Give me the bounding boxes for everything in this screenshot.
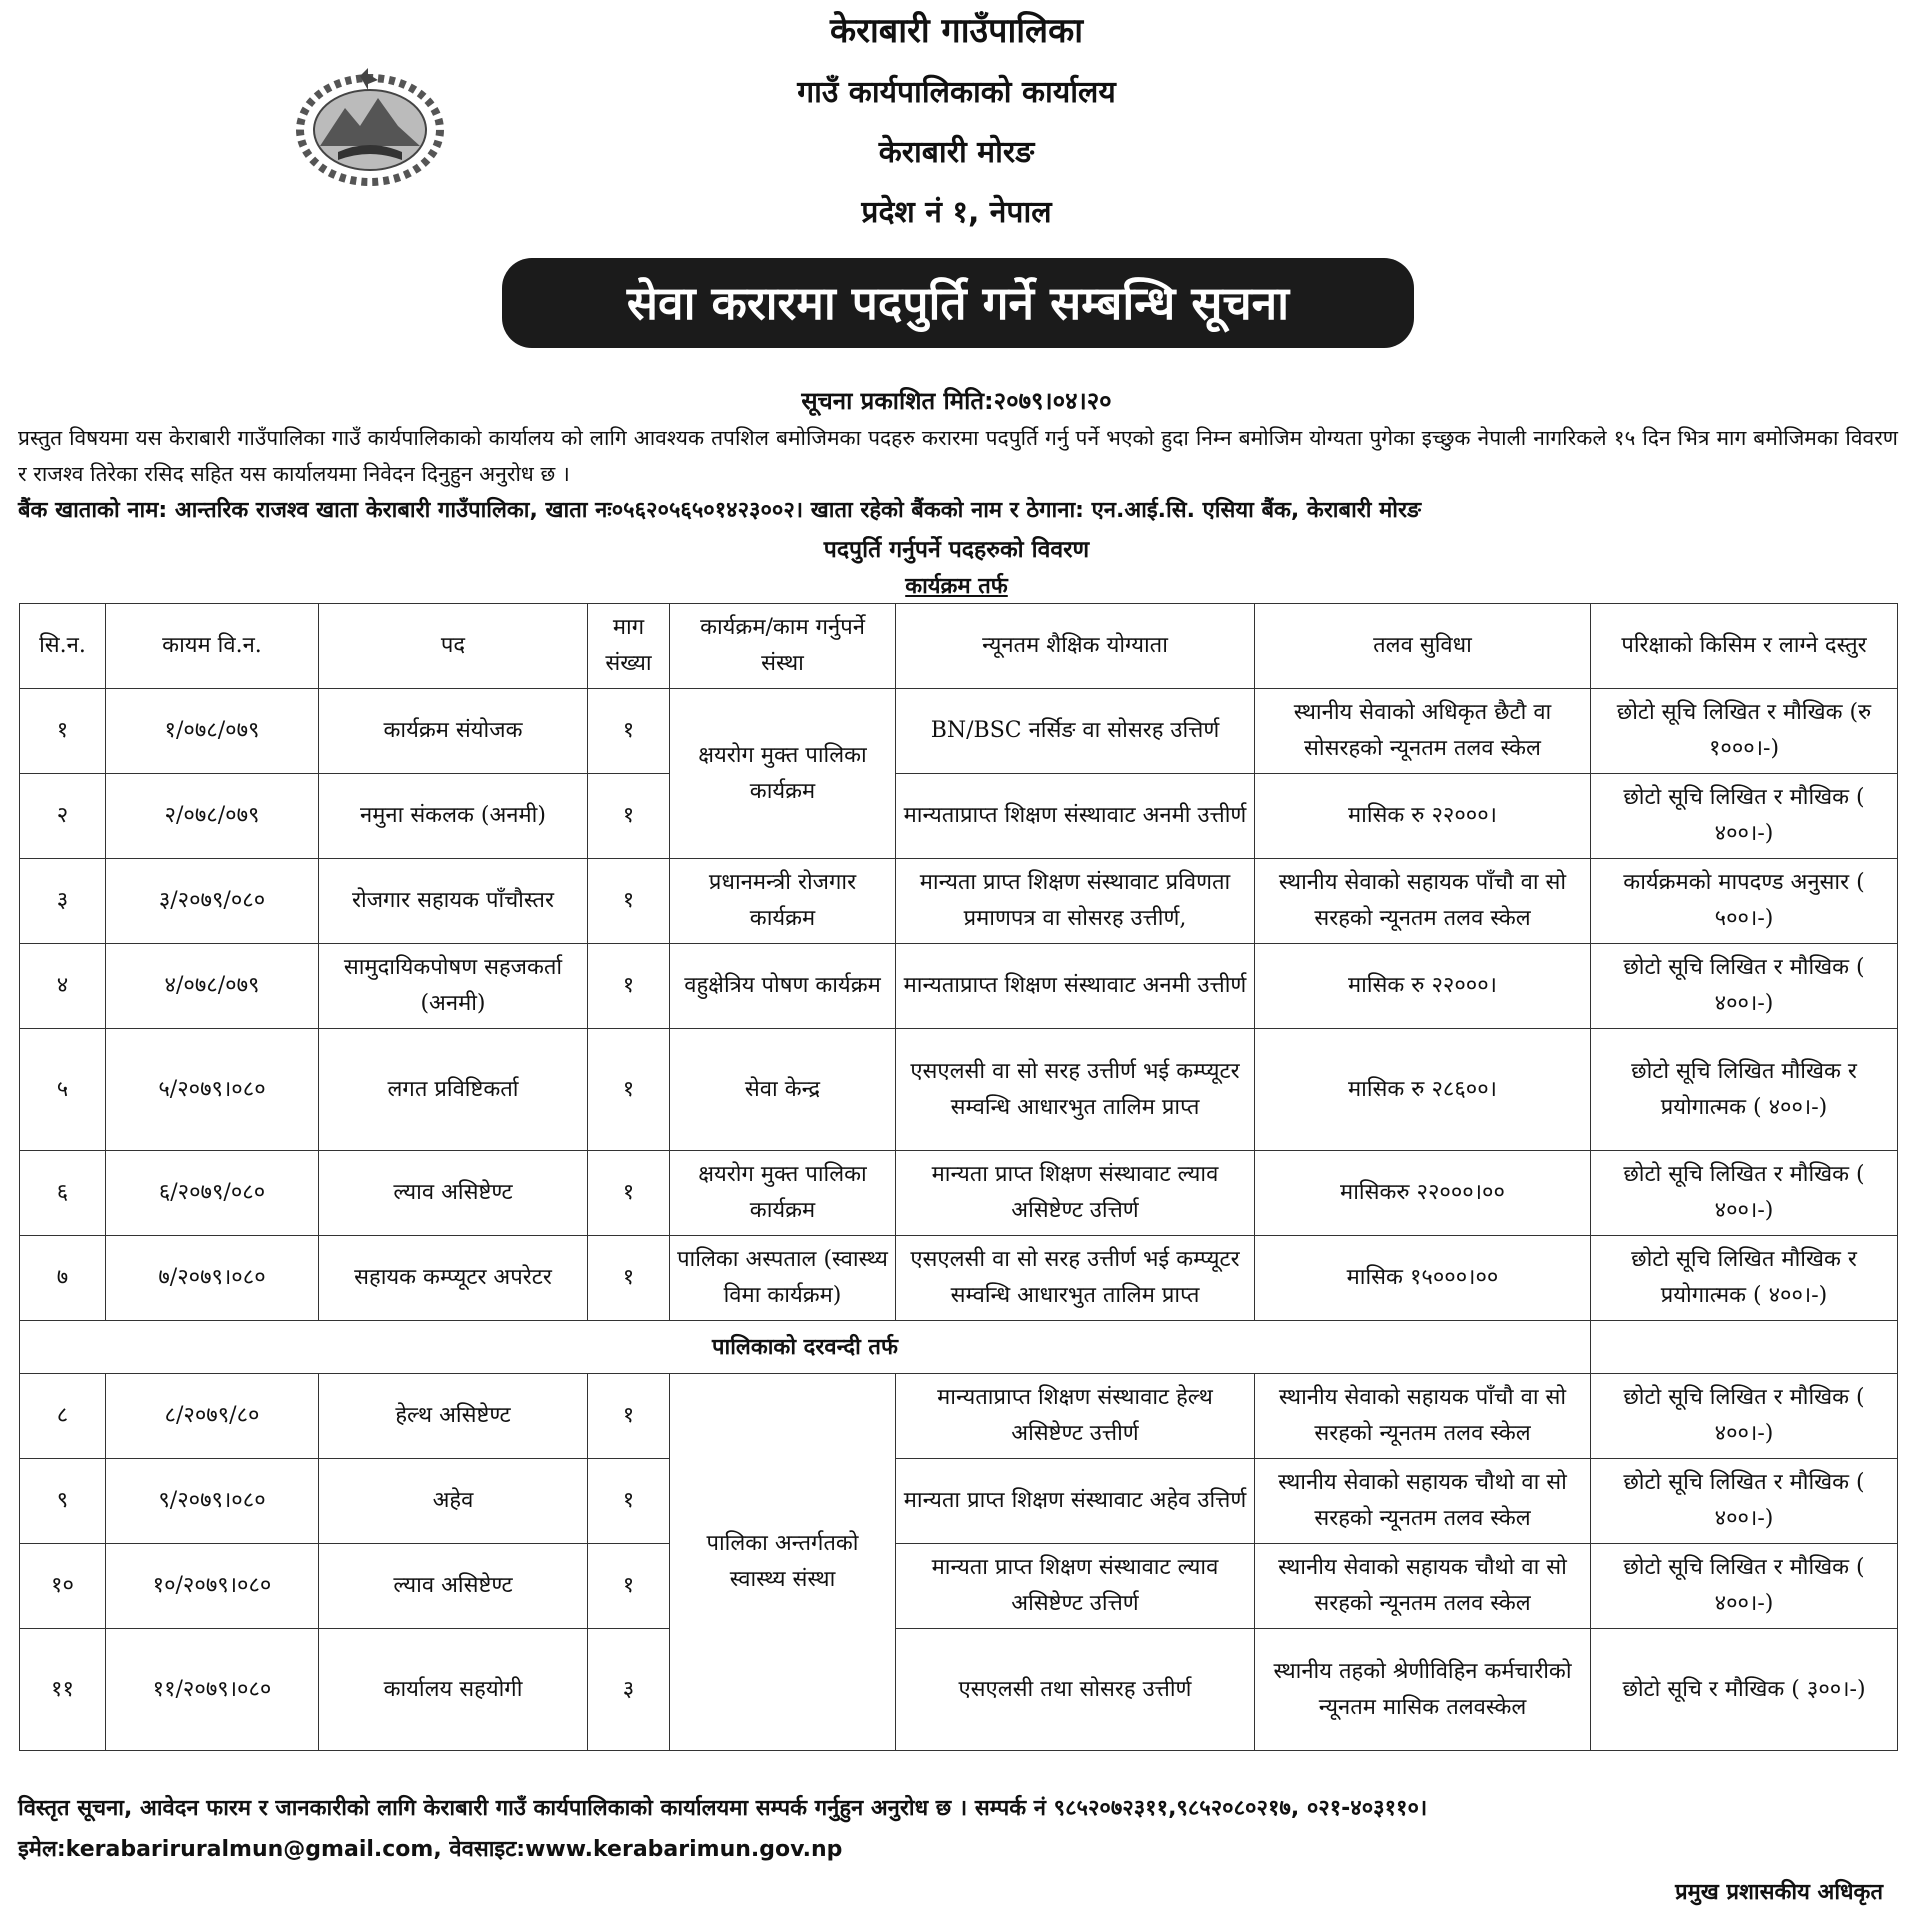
cell-count: १ bbox=[588, 1029, 670, 1151]
cell-exam: छोटो सूचि लिखित र मौखिक ( ४००।-) bbox=[1591, 1151, 1898, 1236]
cell-sn: ६ bbox=[20, 1151, 106, 1236]
cell-sn: १० bbox=[20, 1544, 106, 1629]
cell-org: पालिका अन्तर्गतको स्वास्थ्य संस्था bbox=[670, 1374, 896, 1751]
cell-code: ३/२०७९/०८० bbox=[106, 859, 319, 944]
cell-code: ७/२०७९।०८० bbox=[106, 1236, 319, 1321]
vacancy-table bbox=[19, 603, 1898, 1751]
cell-sn: ७ bbox=[20, 1236, 106, 1321]
nepal-government-emblem-icon bbox=[290, 68, 450, 188]
cell-exam: छोटो सूचि लिखित र मौखिक ( ४००।-) bbox=[1591, 1374, 1898, 1459]
col-header-count: माग संख्या bbox=[588, 604, 670, 689]
cell-code: ६/२०७९/०८० bbox=[106, 1151, 319, 1236]
contact-info: विस्तृत सूचना, आवेदन फारम र जानकारीको लागि केराबारी गाउँ कार्यपालिकाको कार्यालयमा सम्पर्क गर्नुहुन अनुरोध छ । सम्पर्क नं ९८५२०७२३११,९८५२०८०२१७, ०२१-४०३११०। bbox=[18, 1796, 1428, 1821]
cell-code: २/०७८/०७९ bbox=[106, 774, 319, 859]
table-row bbox=[20, 859, 1898, 944]
cell-count: १ bbox=[588, 1544, 670, 1629]
cell-sn: ११ bbox=[20, 1629, 106, 1751]
cell-code: १०/२०७९।०८० bbox=[106, 1544, 319, 1629]
cell-code: ५/२०७९।०८० bbox=[106, 1029, 319, 1151]
cell-sn: १ bbox=[20, 689, 106, 774]
notice-banner: सेवा करारमा पदपुर्ति गर्ने सम्बन्धि सूचना bbox=[502, 258, 1414, 348]
cell-count: १ bbox=[588, 1374, 670, 1459]
cell-salary: मासिक रु २२०००। bbox=[1255, 774, 1591, 859]
col-header-exam: परिक्षाको किसिम र लाग्ने दस्तुर bbox=[1591, 604, 1898, 689]
cell-org: प्रधानमन्त्री रोजगार कार्यक्रम bbox=[670, 859, 896, 944]
cell-sn: ४ bbox=[20, 944, 106, 1029]
email-website: इमेल:kerabariruralmun@gmail.com, वेवसाइट:www.kerabarimun.gov.np bbox=[18, 1837, 843, 1862]
cell-post: ल्याव असिष्टेण्ट bbox=[319, 1544, 588, 1629]
cell-sn: ५ bbox=[20, 1029, 106, 1151]
cell-count: १ bbox=[588, 1236, 670, 1321]
cell-exam: छोटो सूचि लिखित मौखिक र प्रयोगात्मक ( ४००।-) bbox=[1591, 1029, 1898, 1151]
municipality-name: केराबारी गाउँपालिका bbox=[829, 11, 1084, 51]
cell-qualification: एसएलसी वा सो सरह उत्तीर्ण भई कम्प्यूटर सम्वन्धि आधारभुत तालिम प्राप्त bbox=[896, 1029, 1255, 1151]
cell-post: नमुना संकलक (अनमी) bbox=[319, 774, 588, 859]
cell-count: ३ bbox=[588, 1629, 670, 1751]
table-header-row bbox=[20, 604, 1898, 689]
cell-count: १ bbox=[588, 1459, 670, 1544]
cell-qualification: मान्यताप्राप्त शिक्षण संस्थावाट अनमी उत्तीर्ण bbox=[896, 774, 1255, 859]
cell-qualification: BN/BSC नर्सिङ वा सोसरह उत्तिर्ण bbox=[896, 689, 1255, 774]
cell-code: ४/०७८/०७९ bbox=[106, 944, 319, 1029]
table-row bbox=[20, 1374, 1898, 1459]
signature-title: प्रमुख प्रशासकीय अधिकृत bbox=[1675, 1880, 1883, 1905]
darbandi-section-title: पालिकाको दरवन्दी तर्फ bbox=[20, 1321, 1591, 1374]
cell-salary: स्थानीय सेवाको सहायक पाँचौ वा सो सरहको न्यूनतम तलव स्केल bbox=[1255, 1374, 1591, 1459]
col-header-post: पद bbox=[319, 604, 588, 689]
cell-org: पालिका अस्पताल (स्वास्थ्य विमा कार्यक्रम) bbox=[670, 1236, 896, 1321]
cell-exam: छोटो सूचि लिखित र मौखिक ( ४००।-) bbox=[1591, 774, 1898, 859]
cell-code: ८/२०७९/८० bbox=[106, 1374, 319, 1459]
col-header-sn: सि.न. bbox=[20, 604, 106, 689]
cell-sn: ९ bbox=[20, 1459, 106, 1544]
cell-salary: मासिक रु २८६००। bbox=[1255, 1029, 1591, 1151]
cell-org: क्षयरोग मुक्त पालिका कार्यक्रम bbox=[670, 1151, 896, 1236]
cell-post: अहेव bbox=[319, 1459, 588, 1544]
cell-exam: छोटो सूचि लिखित मौखिक र प्रयोगात्मक ( ४००।-) bbox=[1591, 1236, 1898, 1321]
cell-code: ११/२०७९।०८० bbox=[106, 1629, 319, 1751]
cell-salary: मासिक १५०००।०० bbox=[1255, 1236, 1591, 1321]
cell-post: लगत प्रविष्टिकर्ता bbox=[319, 1029, 588, 1151]
cell-count: १ bbox=[588, 859, 670, 944]
cell-count: १ bbox=[588, 944, 670, 1029]
section-row bbox=[20, 1321, 1898, 1374]
cell-qualification: मान्यता प्राप्त शिक्षण संस्थावाट अहेव उत्तिर्ण bbox=[896, 1459, 1255, 1544]
col-header-salary: तलव सुविधा bbox=[1255, 604, 1591, 689]
col-header-code: कायम वि.न. bbox=[106, 604, 319, 689]
cell-salary: स्थानीय सेवाको सहायक पाँचौ वा सो सरहको न्यूनतम तलव स्केल bbox=[1255, 859, 1591, 944]
bank-details: बैंक खाताको नाम: आन्तरिक राजश्व खाता केराबारी गाउँपालिका, खाता नः०५६२०५६५०१४२३००२। खाता रहेको बैंकको नाम र ठेगाना: एन.आई.सि. एसिया बैंक, केराबारी मोरङ bbox=[18, 498, 1421, 523]
office-name: गाउँ कार्यपालिकाको कार्यालय bbox=[797, 75, 1116, 110]
col-header-qualification: न्यूनतम शैक्षिक योग्याता bbox=[896, 604, 1255, 689]
cell-post: सहायक कम्प्यूटर अपरेटर bbox=[319, 1236, 588, 1321]
cell-count: १ bbox=[588, 1151, 670, 1236]
empty-cell bbox=[1591, 1321, 1898, 1374]
cell-org: क्षयरोग मुक्त पालिका कार्यक्रम bbox=[670, 689, 896, 859]
intro-paragraph: प्रस्तुत विषयमा यस केराबारी गाउँपालिका गाउँ कार्यपालिकाको कार्यालय को लागि आवश्यक तपशिल बमोजिमका पदहरु करारमा पदपुर्ति गर्नु पर्ने भएको हुदा निम्न बमोजिम योग्यता पुगेका इच्छुक नेपाली नागरिकले १५ दिन भित्र माग बमोजिमका विवरण र राजश्व तिरेका रसिद सहित यस कार्यालयमा निवेदन दिनुहुन अनुरोध छ । bbox=[18, 426, 1898, 486]
cell-salary: स्थानीय सेवाको सहायक चौथो वा सो सरहको न्यूनतम तलव स्केल bbox=[1255, 1544, 1591, 1629]
office-location: केराबारी मोरङ bbox=[878, 135, 1035, 170]
province-line: प्रदेश नं १, नेपाल bbox=[861, 195, 1052, 230]
cell-code: ९/२०७९।०८० bbox=[106, 1459, 319, 1544]
cell-qualification: मान्यता प्राप्त शिक्षण संस्थावाट प्रविणता प्रमाणपत्र वा सोसरह उत्तीर्ण, bbox=[896, 859, 1255, 944]
table-row bbox=[20, 1544, 1898, 1629]
table-row bbox=[20, 1029, 1898, 1151]
cell-count: १ bbox=[588, 774, 670, 859]
cell-qualification: मान्यता प्राप्त शिक्षण संस्थावाट ल्याव असिष्टेण्ट उत्तिर्ण bbox=[896, 1151, 1255, 1236]
cell-qualification: मान्यता प्राप्त शिक्षण संस्थावाट ल्याव असिष्टेण्ट उत्तिर्ण bbox=[896, 1544, 1255, 1629]
cell-salary: स्थानीय सेवाको अधिकृत छैटौ वा सोसरहको न्यूनतम तलव स्केल bbox=[1255, 689, 1591, 774]
cell-code: १/०७८/०७९ bbox=[106, 689, 319, 774]
cell-exam: छोटो सूचि लिखित र मौखिक ( ४००।-) bbox=[1591, 944, 1898, 1029]
cell-qualification: एसएलसी वा सो सरह उत्तीर्ण भई कम्प्यूटर सम्वन्धि आधारभुत तालिम प्राप्त bbox=[896, 1236, 1255, 1321]
cell-salary: स्थानीय सेवाको सहायक चौथो वा सो सरहको न्यूनतम तलव स्केल bbox=[1255, 1459, 1591, 1544]
cell-post: कार्यक्रम संयोजक bbox=[319, 689, 588, 774]
cell-qualification: एसएलसी तथा सोसरह उत्तीर्ण bbox=[896, 1629, 1255, 1751]
cell-org: वहुक्षेत्रिय पोषण कार्यक्रम bbox=[670, 944, 896, 1029]
cell-count: १ bbox=[588, 689, 670, 774]
cell-sn: २ bbox=[20, 774, 106, 859]
cell-post: कार्यालय सहयोगी bbox=[319, 1629, 588, 1751]
cell-exam: छोटो सूचि लिखित र मौखिक ( ४००।-) bbox=[1591, 1459, 1898, 1544]
cell-exam: छोटो सूचि र मौखिक ( ३००।-) bbox=[1591, 1629, 1898, 1751]
table-row bbox=[20, 689, 1898, 774]
table-row bbox=[20, 1236, 1898, 1321]
cell-exam: छोटो सूचि लिखित र मौखिक (रु १०००।-) bbox=[1591, 689, 1898, 774]
cell-salary: मासिकरु २२०००।०० bbox=[1255, 1151, 1591, 1236]
cell-post: ल्याव असिष्टेण्ट bbox=[319, 1151, 588, 1236]
cell-exam: कार्यक्रमको मापदण्ड अनुसार ( ५००।-) bbox=[1591, 859, 1898, 944]
cell-qualification: मान्यताप्राप्त शिक्षण संस्थावाट अनमी उत्तीर्ण bbox=[896, 944, 1255, 1029]
table-row bbox=[20, 1629, 1898, 1751]
col-header-org: कार्यक्रम/काम गर्नुपर्ने संस्था bbox=[670, 604, 896, 689]
posts-title: पदपुर्ति गर्नुपर्ने पदहरुको विवरण bbox=[823, 537, 1090, 563]
cell-salary: स्थानीय तहको श्रेणीविहिन कर्मचारीको न्यूनतम मासिक तलवस्केल bbox=[1255, 1629, 1591, 1751]
table-row bbox=[20, 944, 1898, 1029]
cell-post: रोजगार सहायक पाँचौस्तर bbox=[319, 859, 588, 944]
cell-sn: ८ bbox=[20, 1374, 106, 1459]
cell-sn: ३ bbox=[20, 859, 106, 944]
published-date: सूचना प्रकाशित मिति:२०७९।०४।२० bbox=[801, 387, 1112, 415]
cell-post: सामुदायिकपोषण सहजकर्ता (अनमी) bbox=[319, 944, 588, 1029]
table-row bbox=[20, 1459, 1898, 1544]
cell-org: सेवा केन्द्र bbox=[670, 1029, 896, 1151]
cell-post: हेल्थ असिष्टेण्ट bbox=[319, 1374, 588, 1459]
program-section-title: कार्यक्रम तर्फ bbox=[905, 574, 1008, 599]
table-row bbox=[20, 774, 1898, 859]
cell-salary: मासिक रु २२०००। bbox=[1255, 944, 1591, 1029]
cell-qualification: मान्यताप्राप्त शिक्षण संस्थावाट हेल्थ असिष्टेण्ट उत्तीर्ण bbox=[896, 1374, 1255, 1459]
table-row bbox=[20, 1151, 1898, 1236]
cell-exam: छोटो सूचि लिखित र मौखिक ( ४००।-) bbox=[1591, 1544, 1898, 1629]
